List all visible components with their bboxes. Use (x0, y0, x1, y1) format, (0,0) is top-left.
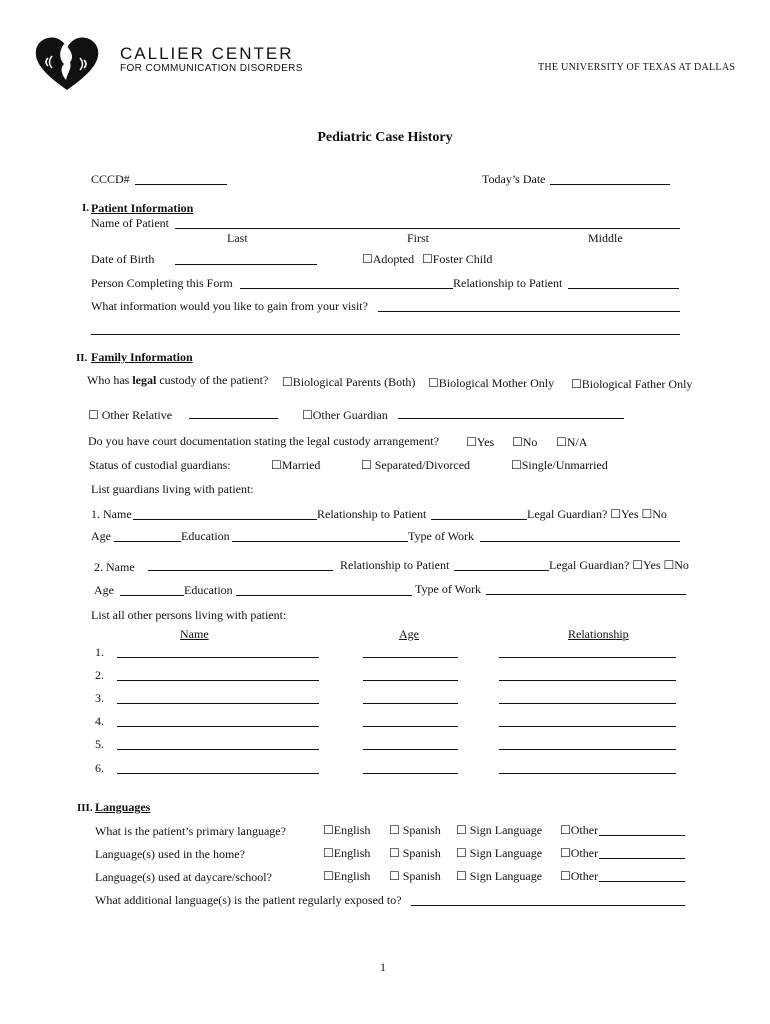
row-name-field[interactable] (117, 657, 319, 658)
guardian-2-name-label: 2. Name (94, 560, 135, 574)
guardian-2-age-field[interactable] (120, 595, 184, 596)
guardian-2-relationship-field[interactable] (454, 570, 549, 571)
section-1-num: I. (82, 202, 90, 214)
bio-parents-checkbox[interactable]: ☐Biological Parents (Both) (282, 375, 416, 389)
bio-father-checkbox[interactable]: ☐Biological Father Only (571, 377, 693, 391)
person-completing-field[interactable] (240, 288, 453, 289)
row-name-field[interactable] (117, 773, 319, 774)
todays-date-label: Today’s Date (482, 172, 546, 186)
other-relative-checkbox[interactable]: ☐ Other Relative (88, 408, 173, 422)
sign-language-checkbox[interactable]: ☐ Sign Language (456, 869, 543, 883)
page-title: Pediatric Case History (317, 130, 453, 145)
dob-label: Date of Birth (91, 252, 155, 266)
foster-child-checkbox[interactable]: ☐Foster Child (422, 252, 493, 266)
guardian-2-work-field[interactable] (486, 594, 686, 595)
row-age-field[interactable] (363, 726, 458, 727)
guardian-1-name-label: 1. Name (91, 507, 132, 521)
row-name-field[interactable] (117, 726, 319, 727)
other-language-checkbox[interactable]: ☐Other (560, 869, 599, 883)
visit-goal-field-2[interactable] (91, 334, 680, 335)
guardian-1-education-field[interactable] (232, 541, 408, 542)
guardian-2-education-field[interactable] (236, 595, 412, 596)
middle-label: Middle (588, 231, 623, 245)
row-age-field[interactable] (363, 680, 458, 681)
guardian-1-age-label: Age (91, 529, 111, 543)
row-number: 2. (95, 668, 104, 682)
cccd-label: CCCD# (91, 172, 130, 186)
guardian-1-relationship-field[interactable] (431, 519, 527, 520)
additional-language-field[interactable] (411, 905, 685, 906)
guardian-2-legal-checkbox[interactable]: Legal Guardian? ☐Yes ☐No (549, 558, 689, 572)
callier-logo (34, 36, 100, 92)
adopted-checkbox[interactable]: ☐Adopted (362, 252, 415, 266)
guardian-2-relationship-label: Relationship to Patient (340, 558, 450, 572)
page-number: 1 (380, 960, 386, 974)
row-relationship-field[interactable] (499, 726, 676, 727)
sign-language-checkbox[interactable]: ☐ Sign Language (456, 846, 543, 860)
primary-language-question: What is the patient’s primary language? (95, 824, 286, 838)
guardian-1-relationship-label: Relationship to Patient (317, 507, 427, 521)
row-relationship-field[interactable] (499, 773, 676, 774)
row-relationship-field[interactable] (499, 749, 676, 750)
row-name-field[interactable] (117, 749, 319, 750)
guardian-1-work-field[interactable] (480, 541, 680, 542)
other-language-field[interactable] (599, 881, 685, 882)
row-name-field[interactable] (117, 680, 319, 681)
guardian-1-name-field[interactable] (133, 519, 317, 520)
additional-language-question: What additional language(s) is the patient regularly exposed to? (95, 893, 402, 907)
other-language-checkbox[interactable]: ☐Other (560, 823, 599, 837)
guardian-2-name-field[interactable] (148, 570, 333, 571)
guardian-2-age-label: Age (94, 583, 114, 597)
cccd-field[interactable] (135, 184, 227, 185)
custodial-status-label: Status of custodial guardians: (89, 458, 231, 472)
english-checkbox[interactable]: ☐English (323, 846, 371, 860)
visit-goal-field[interactable] (378, 311, 680, 312)
other-relative-field[interactable] (189, 418, 278, 419)
bio-mother-checkbox[interactable]: ☐Biological Mother Only (428, 376, 555, 390)
row-number: 1. (95, 645, 104, 659)
section-3-num: III. (77, 802, 93, 814)
other-language-field[interactable] (599, 835, 685, 836)
column-name-header: Name (180, 627, 209, 641)
heart-logo-icon (34, 36, 100, 92)
row-relationship-field[interactable] (499, 703, 676, 704)
row-relationship-field[interactable] (499, 657, 676, 658)
guardian-2-education-label: Education (184, 583, 233, 597)
married-checkbox[interactable]: ☐Married (271, 458, 321, 472)
person-completing-label: Person Completing this Form (91, 276, 233, 290)
org-name: CALLIER CENTER (120, 44, 294, 63)
university-name: THE UNIVERSITY OF TEXAS AT DALLAS (538, 62, 736, 73)
english-checkbox[interactable]: ☐English (323, 869, 371, 883)
spanish-checkbox[interactable]: ☐ Spanish (389, 869, 441, 883)
other-guardian-checkbox[interactable]: ☐Other Guardian (302, 408, 388, 422)
custody-question-legal: legal (132, 373, 157, 387)
relationship-field[interactable] (568, 288, 679, 289)
court-na-checkbox[interactable]: ☐N/A (556, 435, 588, 449)
row-name-field[interactable] (117, 703, 319, 704)
other-language-field[interactable] (599, 858, 685, 859)
row-age-field[interactable] (363, 657, 458, 658)
other-language-checkbox[interactable]: ☐Other (560, 846, 599, 860)
guardian-1-legal-checkbox[interactable]: Legal Guardian? ☐Yes ☐No (527, 507, 667, 521)
guardian-1-education-label: Education (181, 529, 230, 543)
todays-date-field[interactable] (550, 184, 670, 185)
court-yes-checkbox[interactable]: ☐Yes (466, 435, 495, 449)
list-guardians-label: List guardians living with patient: (91, 482, 254, 496)
court-no-checkbox[interactable]: ☐No (512, 435, 538, 449)
row-age-field[interactable] (363, 773, 458, 774)
school-language-question: Language(s) used at daycare/school? (95, 870, 272, 884)
row-number: 6. (95, 761, 104, 775)
other-guardian-field[interactable] (398, 418, 624, 419)
sign-language-checkbox[interactable]: ☐ Sign Language (456, 823, 543, 837)
patient-name-label: Name of Patient (91, 216, 169, 230)
row-age-field[interactable] (363, 703, 458, 704)
english-checkbox[interactable]: ☐English (323, 823, 371, 837)
section-2-num: II. (76, 352, 88, 364)
row-relationship-field[interactable] (499, 680, 676, 681)
spanish-checkbox[interactable]: ☐ Spanish (389, 846, 441, 860)
section-3-heading: Languages (95, 800, 151, 814)
relationship-label: Relationship to Patient (453, 276, 563, 290)
custody-question-pre: Who has (87, 373, 133, 387)
row-number: 5. (95, 737, 104, 751)
row-number: 4. (95, 714, 104, 728)
spanish-checkbox[interactable]: ☐ Spanish (389, 823, 441, 837)
column-relationship-header: Relationship (568, 627, 629, 641)
guardian-2-work-label: Type of Work (415, 582, 481, 596)
single-checkbox[interactable]: ☐Single/Unmarried (511, 458, 608, 472)
first-label: First (407, 231, 430, 245)
row-number: 3. (95, 691, 104, 705)
section-1-heading: Patient Information (91, 201, 194, 215)
visit-goal-label: What information would you like to gain from your visit? (91, 299, 368, 313)
custody-question-post: custody of the patient? (156, 373, 269, 387)
patient-name-field[interactable] (175, 228, 680, 229)
list-other-persons-label: List all other persons living with patient: (91, 608, 287, 622)
guardian-1-work-label: Type of Work (408, 529, 474, 543)
dob-field[interactable] (175, 264, 317, 265)
section-2-heading: Family Information (91, 350, 193, 364)
custody-question (87, 373, 268, 388)
row-age-field[interactable] (363, 749, 458, 750)
court-doc-question: Do you have court documentation stating the legal custody arrangement? (88, 434, 439, 448)
column-age-header: Age (399, 627, 419, 641)
org-subtitle: FOR COMMUNICATION DISORDERS (120, 63, 303, 74)
separated-checkbox[interactable]: ☐ Separated/Divorced (361, 458, 471, 472)
guardian-1-age-field[interactable] (114, 541, 181, 542)
last-label: Last (227, 231, 248, 245)
home-language-question: Language(s) used in the home? (95, 847, 245, 861)
